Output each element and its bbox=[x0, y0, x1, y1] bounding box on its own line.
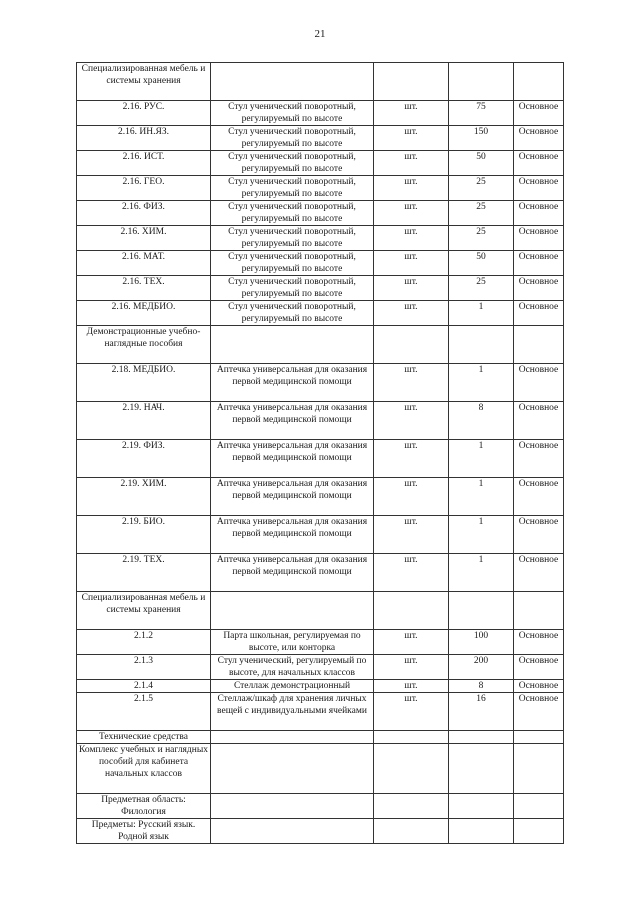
cell-code: 2.19. ТЕХ. bbox=[77, 554, 211, 592]
equipment-table bbox=[76, 62, 564, 844]
cell-name: Стул ученический поворотный, регулируемый по высоте bbox=[211, 201, 374, 226]
cell-quantity: 25 bbox=[449, 176, 514, 201]
table-row bbox=[77, 201, 564, 226]
cell-type bbox=[514, 326, 564, 364]
table-row bbox=[77, 176, 564, 201]
cell-unit bbox=[374, 794, 449, 819]
cell-type: Основное bbox=[514, 516, 564, 554]
cell-quantity: 1 bbox=[449, 301, 514, 326]
cell-type: Основное bbox=[514, 680, 564, 693]
cell-type bbox=[514, 819, 564, 844]
cell-name: Аптечка универсальная для оказания первой медицинской помощи bbox=[211, 440, 374, 478]
cell-code: 2.19. ХИМ. bbox=[77, 478, 211, 516]
cell-unit: шт. bbox=[374, 364, 449, 402]
cell-unit bbox=[374, 731, 449, 744]
cell-unit: шт. bbox=[374, 251, 449, 276]
cell-quantity: 50 bbox=[449, 151, 514, 176]
cell-unit: шт. bbox=[374, 276, 449, 301]
cell-quantity: 25 bbox=[449, 201, 514, 226]
table-row bbox=[77, 326, 564, 364]
table-row bbox=[77, 402, 564, 440]
cell-type bbox=[514, 592, 564, 630]
cell-code: 2.19. НАЧ. bbox=[77, 402, 211, 440]
cell-quantity: 1 bbox=[449, 554, 514, 592]
cell-unit bbox=[374, 63, 449, 101]
table-row bbox=[77, 151, 564, 176]
cell-type: Основное bbox=[514, 226, 564, 251]
cell-quantity bbox=[449, 744, 514, 794]
cell-name: Аптечка универсальная для оказания первой медицинской помощи bbox=[211, 478, 374, 516]
cell-quantity: 100 bbox=[449, 630, 514, 655]
cell-name: Стул ученический поворотный, регулируемый по высоте bbox=[211, 126, 374, 151]
table-row bbox=[77, 680, 564, 693]
cell-type: Основное bbox=[514, 101, 564, 126]
table-row bbox=[77, 693, 564, 731]
cell-type: Основное bbox=[514, 301, 564, 326]
cell-unit bbox=[374, 326, 449, 364]
cell-code: 2.1.5 bbox=[77, 693, 211, 731]
cell-code: Предметная область: Филология bbox=[77, 794, 211, 819]
table-row bbox=[77, 554, 564, 592]
table-row bbox=[77, 731, 564, 744]
cell-quantity: 1 bbox=[449, 364, 514, 402]
cell-unit: шт. bbox=[374, 176, 449, 201]
cell-name: Парта школьная, регулируемая по высоте, или конторка bbox=[211, 630, 374, 655]
cell-unit: шт. bbox=[374, 554, 449, 592]
cell-type: Основное bbox=[514, 251, 564, 276]
cell-unit: шт. bbox=[374, 126, 449, 151]
cell-name bbox=[211, 744, 374, 794]
table-row bbox=[77, 126, 564, 151]
cell-quantity: 8 bbox=[449, 680, 514, 693]
cell-unit: шт. bbox=[374, 301, 449, 326]
cell-type: Основное bbox=[514, 478, 564, 516]
cell-name bbox=[211, 794, 374, 819]
cell-type: Основное bbox=[514, 554, 564, 592]
table-row bbox=[77, 516, 564, 554]
cell-quantity: 50 bbox=[449, 251, 514, 276]
cell-unit: шт. bbox=[374, 630, 449, 655]
cell-unit: шт. bbox=[374, 693, 449, 731]
table-row bbox=[77, 440, 564, 478]
cell-code: 2.18. МЕДБИО. bbox=[77, 364, 211, 402]
cell-unit: шт. bbox=[374, 151, 449, 176]
cell-code: 2.19. ФИЗ. bbox=[77, 440, 211, 478]
cell-code: 2.1.4 bbox=[77, 680, 211, 693]
cell-code: 2.16. ХИМ. bbox=[77, 226, 211, 251]
cell-name bbox=[211, 819, 374, 844]
table-row bbox=[77, 478, 564, 516]
cell-code: 2.16. ГЕО. bbox=[77, 176, 211, 201]
cell-name: Стул ученический поворотный, регулируемый по высоте bbox=[211, 301, 374, 326]
cell-name: Аптечка универсальная для оказания первой медицинской помощи bbox=[211, 516, 374, 554]
cell-type: Основное bbox=[514, 364, 564, 402]
cell-unit bbox=[374, 592, 449, 630]
table-row bbox=[77, 819, 564, 844]
cell-quantity bbox=[449, 731, 514, 744]
cell-unit: шт. bbox=[374, 516, 449, 554]
cell-quantity bbox=[449, 592, 514, 630]
cell-unit: шт. bbox=[374, 201, 449, 226]
cell-quantity: 25 bbox=[449, 276, 514, 301]
cell-type: Основное bbox=[514, 440, 564, 478]
table-row bbox=[77, 301, 564, 326]
cell-code: Демонстрационные учебно-наглядные пособия bbox=[77, 326, 211, 364]
cell-unit: шт. bbox=[374, 226, 449, 251]
table-row bbox=[77, 101, 564, 126]
cell-code: Специализированная мебель и системы хранения bbox=[77, 63, 211, 101]
cell-quantity bbox=[449, 819, 514, 844]
cell-type: Основное bbox=[514, 151, 564, 176]
cell-unit: шт. bbox=[374, 101, 449, 126]
table-row bbox=[77, 630, 564, 655]
cell-type: Основное bbox=[514, 176, 564, 201]
cell-type bbox=[514, 744, 564, 794]
cell-type: Основное bbox=[514, 402, 564, 440]
cell-type bbox=[514, 63, 564, 101]
table-row bbox=[77, 592, 564, 630]
cell-name: Стул ученический поворотный, регулируемый по высоте bbox=[211, 276, 374, 301]
cell-quantity: 150 bbox=[449, 126, 514, 151]
cell-type bbox=[514, 794, 564, 819]
cell-quantity bbox=[449, 63, 514, 101]
cell-code: 2.16. ИСТ. bbox=[77, 151, 211, 176]
cell-name bbox=[211, 63, 374, 101]
table-row bbox=[77, 226, 564, 251]
cell-unit: шт. bbox=[374, 402, 449, 440]
cell-name: Аптечка универсальная для оказания первой медицинской помощи bbox=[211, 554, 374, 592]
cell-code: 2.16. ТЕХ. bbox=[77, 276, 211, 301]
cell-name: Стул ученический, регулируемый по высоте, для начальных классов bbox=[211, 655, 374, 680]
cell-name bbox=[211, 731, 374, 744]
cell-name: Стул ученический поворотный, регулируемый по высоте bbox=[211, 151, 374, 176]
cell-name: Стул ученический поворотный, регулируемый по высоте bbox=[211, 101, 374, 126]
cell-code: Специализированная мебель и системы хранения bbox=[77, 592, 211, 630]
cell-type: Основное bbox=[514, 276, 564, 301]
cell-code: 2.19. БИО. bbox=[77, 516, 211, 554]
cell-unit: шт. bbox=[374, 478, 449, 516]
cell-quantity: 200 bbox=[449, 655, 514, 680]
cell-name: Стеллаж демонстрационный bbox=[211, 680, 374, 693]
cell-type: Основное bbox=[514, 126, 564, 151]
table-row bbox=[77, 744, 564, 794]
page-number: 21 bbox=[314, 28, 326, 40]
cell-quantity bbox=[449, 794, 514, 819]
cell-code: 2.16. РУС. bbox=[77, 101, 211, 126]
table-row bbox=[77, 364, 564, 402]
table-row bbox=[77, 276, 564, 301]
cell-code: 2.1.2 bbox=[77, 630, 211, 655]
cell-unit bbox=[374, 819, 449, 844]
cell-quantity: 1 bbox=[449, 478, 514, 516]
cell-type bbox=[514, 731, 564, 744]
cell-name bbox=[211, 592, 374, 630]
cell-code: Предметы: Русский язык. Родной язык bbox=[77, 819, 211, 844]
equipment-table-body bbox=[77, 63, 564, 844]
cell-type: Основное bbox=[514, 693, 564, 731]
cell-quantity: 16 bbox=[449, 693, 514, 731]
cell-name bbox=[211, 326, 374, 364]
cell-quantity: 75 bbox=[449, 101, 514, 126]
cell-code: 2.16. МЕДБИО. bbox=[77, 301, 211, 326]
cell-code: 2.16. ФИЗ. bbox=[77, 201, 211, 226]
cell-code: Технические средства bbox=[77, 731, 211, 744]
cell-name: Стул ученический поворотный, регулируемый по высоте bbox=[211, 251, 374, 276]
cell-quantity: 8 bbox=[449, 402, 514, 440]
table-row bbox=[77, 794, 564, 819]
cell-unit: шт. bbox=[374, 440, 449, 478]
cell-code: 2.1.3 bbox=[77, 655, 211, 680]
cell-unit: шт. bbox=[374, 655, 449, 680]
table-row bbox=[77, 63, 564, 101]
cell-unit: шт. bbox=[374, 680, 449, 693]
cell-name: Аптечка универсальная для оказания первой медицинской помощи bbox=[211, 402, 374, 440]
cell-unit bbox=[374, 744, 449, 794]
cell-quantity: 25 bbox=[449, 226, 514, 251]
cell-type: Основное bbox=[514, 201, 564, 226]
cell-name: Аптечка универсальная для оказания первой медицинской помощи bbox=[211, 364, 374, 402]
cell-name: Стул ученический поворотный, регулируемый по высоте bbox=[211, 226, 374, 251]
cell-type: Основное bbox=[514, 655, 564, 680]
cell-code: Комплекс учебных и наглядных пособий для кабинета начальных классов bbox=[77, 744, 211, 794]
cell-name: Стул ученический поворотный, регулируемый по высоте bbox=[211, 176, 374, 201]
cell-code: 2.16. ИН.ЯЗ. bbox=[77, 126, 211, 151]
cell-quantity: 1 bbox=[449, 516, 514, 554]
cell-name: Стеллаж/шкаф для хранения личных вещей с индивидуальными ячейками bbox=[211, 693, 374, 731]
table-row bbox=[77, 251, 564, 276]
cell-code: 2.16. МАТ. bbox=[77, 251, 211, 276]
cell-quantity: 1 bbox=[449, 440, 514, 478]
cell-type: Основное bbox=[514, 630, 564, 655]
cell-quantity bbox=[449, 326, 514, 364]
table-row bbox=[77, 655, 564, 680]
